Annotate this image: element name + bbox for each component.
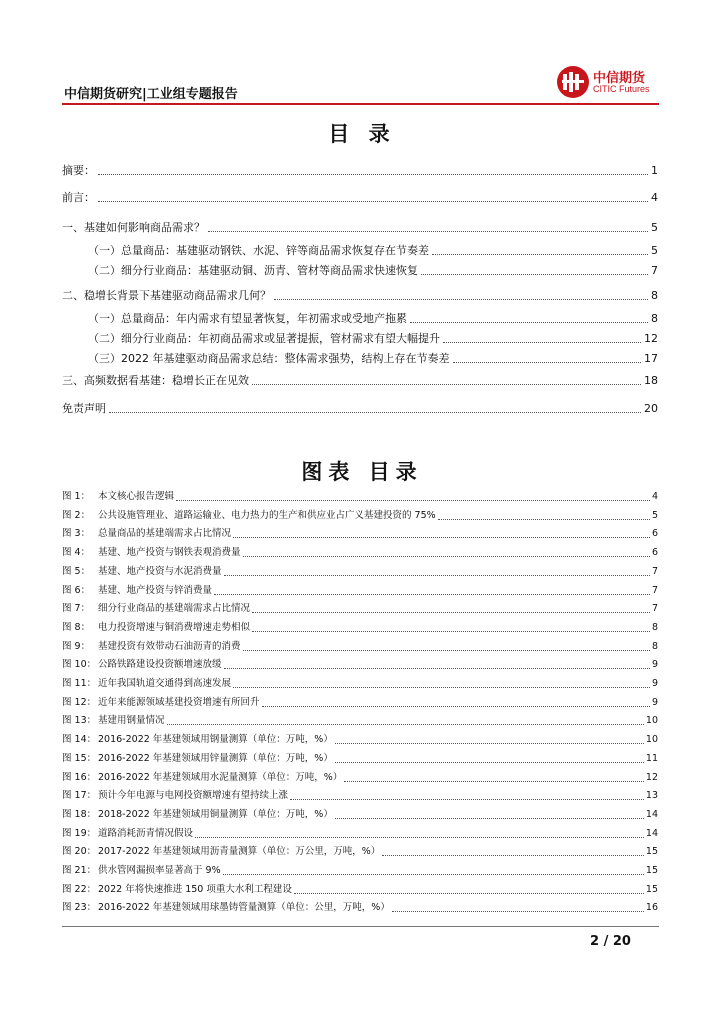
figure-page: 6 xyxy=(651,528,658,540)
figure-number: 图 23： xyxy=(62,902,97,914)
citic-logo-icon xyxy=(557,66,589,98)
toc-entry[interactable] xyxy=(62,372,658,388)
figure-entry[interactable] xyxy=(62,657,658,671)
figure-page: 15 xyxy=(645,865,658,876)
figure-entry[interactable] xyxy=(62,863,658,877)
toc-entry-label: 二、稳增长背景下基建驱动商品需求几何？ xyxy=(62,289,271,302)
figure-dot-leader xyxy=(335,818,644,819)
figure-number: 图 5： xyxy=(62,565,91,577)
figure-page: 11 xyxy=(645,752,658,764)
figure-number: 图 1： xyxy=(62,491,91,502)
figure-title: 供水管网漏损率显著高于 9% xyxy=(98,865,221,876)
figure-title: 公共设施管理业、道路运输业、电力热力的生产和供应业占广义基建投资的 75% xyxy=(98,509,436,521)
toc-entry-label: 免责声明 xyxy=(62,402,106,415)
figure-dot-leader xyxy=(243,556,650,557)
figure-entry[interactable] xyxy=(62,639,658,653)
toc-entry[interactable] xyxy=(88,350,658,366)
figure-dot-leader xyxy=(224,575,650,576)
figure-title: 基建用钢量情况 xyxy=(98,715,165,727)
figure-dot-leader xyxy=(335,762,644,763)
toc-dot-leader xyxy=(421,274,648,275)
toc-entry-label: 前言： xyxy=(62,191,95,204)
footer-divider xyxy=(62,926,659,927)
figure-dot-leader xyxy=(335,743,644,744)
figure-number: 图 3： xyxy=(62,528,91,540)
figure-dot-leader xyxy=(382,855,644,856)
figure-entry[interactable] xyxy=(62,564,658,578)
figure-dot-leader xyxy=(233,537,650,538)
figure-entry[interactable] xyxy=(62,695,658,709)
figure-title: 道路消耗沥青情况假设 xyxy=(98,827,194,839)
toc-entry-page: 18 xyxy=(644,374,658,387)
figure-dot-leader xyxy=(167,724,644,725)
logo-chinese-name: 中信期货 xyxy=(593,71,646,86)
toc-title: 目 录 xyxy=(328,122,396,146)
citic-futures-logo xyxy=(557,66,657,100)
figure-page: 9 xyxy=(651,678,658,689)
figure-number: 图 8： xyxy=(62,621,91,633)
figure-number: 图 18： xyxy=(62,808,97,820)
figure-page: 13 xyxy=(645,790,658,802)
toc-dot-leader xyxy=(274,299,648,300)
figure-number: 图 11： xyxy=(62,678,97,689)
toc-entry-page: 4 xyxy=(651,191,658,204)
figure-number: 图 9： xyxy=(62,640,91,652)
figure-number: 图 2： xyxy=(62,509,91,521)
toc-entry[interactable] xyxy=(62,287,658,303)
toc-entry-page: 5 xyxy=(651,221,658,234)
figure-title: 2016-2022 年基建领域用锌量测算（单位：万吨，%） xyxy=(98,752,333,764)
figure-title: 本文核心报告逻辑 xyxy=(98,491,175,502)
figure-number: 图 14： xyxy=(62,734,97,746)
figure-title: 2018-2022 年基建领域用铜量测算（单位：万吨，%） xyxy=(98,808,333,820)
figure-entry[interactable] xyxy=(62,826,658,840)
figure-title: 2022 年将快速推进 150 项重大水利工程建设 xyxy=(98,883,292,895)
toc-entry-label: 三、高频数据看基建：稳增长正在见效 xyxy=(62,374,249,387)
figure-title: 基建、地产投资与水泥消费量 xyxy=(98,565,222,577)
toc-dot-leader xyxy=(443,342,641,343)
toc-dot-leader xyxy=(98,201,648,202)
figure-entry[interactable] xyxy=(62,508,658,522)
figure-entry[interactable] xyxy=(62,713,658,727)
figure-dot-leader xyxy=(214,594,650,595)
toc-entry[interactable] xyxy=(62,162,658,178)
toc-entry-page: 20 xyxy=(644,402,658,415)
figure-dot-leader xyxy=(252,612,650,613)
figure-page: 5 xyxy=(651,509,658,521)
toc-entry[interactable] xyxy=(88,242,658,258)
figure-page: 16 xyxy=(645,902,658,914)
figure-dot-leader xyxy=(252,631,650,632)
figure-number: 图 13： xyxy=(62,715,97,727)
figure-dot-leader xyxy=(290,799,644,800)
figure-page: 15 xyxy=(645,846,658,858)
figure-page: 15 xyxy=(645,883,658,895)
figure-number: 图 20： xyxy=(62,846,97,858)
figure-title: 公路铁路建设投资额增速放缓 xyxy=(98,659,222,671)
figure-title: 基建、地产投资与锌消费量 xyxy=(98,584,213,596)
figure-dot-leader xyxy=(262,706,650,707)
figure-dot-leader xyxy=(223,874,644,875)
figure-title: 基建投资有效带动石油沥青的消费 xyxy=(98,640,241,652)
toc-dot-leader xyxy=(410,322,648,323)
figure-number: 图 17： xyxy=(62,790,97,802)
figure-title: 总量商品的基建端需求占比情况 xyxy=(98,528,232,540)
toc-entry[interactable] xyxy=(62,400,658,416)
figure-title: 2016-2022 年基建领域用钢量测算（单位：万吨，%） xyxy=(98,734,333,746)
figure-entry[interactable] xyxy=(62,807,658,821)
report-header-title: 中信期货研究|工业组专题报告 xyxy=(64,87,238,102)
toc-entry-label: （一）总量商品：年内需求有望显著恢复，年初需求或受地产拖累 xyxy=(88,312,407,325)
figure-entry[interactable] xyxy=(62,601,658,615)
figure-number: 图 22： xyxy=(62,883,97,895)
figure-title: 基建、地产投资与钢铁表观消费量 xyxy=(98,547,241,559)
figure-number: 图 21： xyxy=(62,865,97,876)
figure-number: 图 7： xyxy=(62,603,91,615)
figure-title: 近年我国轨道交通得到高速发展 xyxy=(98,678,232,689)
figure-page: 8 xyxy=(651,640,658,652)
figure-page: 9 xyxy=(651,659,658,671)
toc-entry-label: （三）2022 年基建驱动商品需求总结：整体需求强势，结构上存在节奏差 xyxy=(88,352,450,365)
figure-entry[interactable] xyxy=(62,844,658,858)
figure-entry[interactable] xyxy=(62,882,658,896)
toc-entry[interactable] xyxy=(62,189,658,205)
figure-number: 图 4： xyxy=(62,547,91,559)
figure-entry[interactable] xyxy=(62,526,658,540)
toc-entry-page: 7 xyxy=(651,264,658,277)
figure-entry[interactable] xyxy=(62,751,658,765)
figure-page: 12 xyxy=(645,771,658,783)
figure-dot-leader xyxy=(224,668,650,669)
toc-entry-page: 5 xyxy=(651,244,658,257)
page-number: 2 / 20 xyxy=(590,934,631,949)
figure-entry[interactable] xyxy=(62,620,658,634)
figure-title: 预计今年电源与电网投资额增速有望持续上涨 xyxy=(98,790,289,802)
figure-page: 9 xyxy=(651,696,658,708)
figure-title: 细分行业商品的基建端需求占比情况 xyxy=(98,603,251,615)
figure-dot-leader xyxy=(233,687,650,688)
figure-title: 2016-2022 年基建领域用水泥量测算（单位：万吨，%） xyxy=(98,771,343,783)
figure-entry[interactable] xyxy=(62,676,658,690)
figure-page: 10 xyxy=(645,715,658,727)
toc-dot-leader xyxy=(252,384,641,385)
figure-title: 2017-2022 年基建领域用沥青量测算（单位：万公里，万吨，%） xyxy=(98,846,381,858)
toc-dot-leader xyxy=(98,174,648,175)
toc-entry-label: （二）细分行业商品：基建驱动铜、沥青、管材等商品需求快速恢复 xyxy=(88,264,418,277)
figure-entry[interactable] xyxy=(62,489,658,503)
figure-number: 图 15： xyxy=(62,752,97,764)
toc-entry-page: 12 xyxy=(644,332,658,345)
figure-entry[interactable] xyxy=(62,900,658,914)
figure-page: 7 xyxy=(651,603,658,615)
figure-number: 图 6： xyxy=(62,584,91,596)
logo-english-name: CITIC Futures xyxy=(593,84,650,94)
figure-page: 10 xyxy=(645,734,658,746)
header-divider xyxy=(62,103,659,105)
figure-entry[interactable] xyxy=(62,545,658,559)
figure-page: 4 xyxy=(651,491,658,502)
toc-entry-label: 摘要： xyxy=(62,164,95,177)
figure-entry[interactable] xyxy=(62,732,658,746)
figure-dot-leader xyxy=(392,911,644,912)
figure-title: 近年来能源领域基建投资增速有所回升 xyxy=(98,696,260,708)
figure-dot-leader xyxy=(344,781,644,782)
toc-entry-page: 8 xyxy=(651,312,658,325)
toc-entry-page: 8 xyxy=(651,289,658,302)
figure-number: 图 12： xyxy=(62,696,97,708)
figure-dot-leader xyxy=(243,650,650,651)
toc-entry-label: 一、基建如何影响商品需求？ xyxy=(62,221,205,234)
toc-entry-label: （一）总量商品：基建驱动钢铁、水泥、锌等商品需求恢复存在节奏差 xyxy=(88,244,429,257)
figure-dot-leader xyxy=(176,500,650,501)
figure-number: 图 10： xyxy=(62,659,97,671)
toc-entry-page: 1 xyxy=(651,164,658,177)
toc-entry[interactable] xyxy=(88,330,658,346)
toc-entry[interactable] xyxy=(88,262,658,278)
toc-dot-leader xyxy=(109,412,641,413)
toc-dot-leader xyxy=(432,254,648,255)
toc-entry-page: 17 xyxy=(644,352,658,365)
toc-entry[interactable] xyxy=(88,310,658,326)
figure-page: 7 xyxy=(651,565,658,577)
figure-dot-leader xyxy=(438,519,650,520)
figure-number: 图 19： xyxy=(62,827,97,839)
figure-entry[interactable] xyxy=(62,770,658,784)
figure-title: 2016-2022 年基建领域用球墨铸管量测算（单位：公里，万吨，%） xyxy=(98,902,390,914)
figure-page: 7 xyxy=(651,584,658,596)
figure-entry[interactable] xyxy=(62,583,658,597)
figure-dot-leader xyxy=(294,893,644,894)
toc-entry-label: （二）细分行业商品：年初商品需求或显著提振，管材需求有望大幅提升 xyxy=(88,332,440,345)
figure-entry[interactable] xyxy=(62,788,658,802)
figure-page: 14 xyxy=(645,808,658,820)
figure-dot-leader xyxy=(195,837,644,838)
toc-dot-leader xyxy=(453,362,642,363)
figure-title: 电力投资增速与铜消费增速走势相似 xyxy=(98,621,251,633)
figure-page: 8 xyxy=(651,621,658,633)
figure-page: 6 xyxy=(651,547,658,559)
toc-entry[interactable] xyxy=(62,219,658,235)
figures-title: 图表 目录 xyxy=(301,460,423,484)
figure-number: 图 16： xyxy=(62,771,97,783)
toc-dot-leader xyxy=(208,231,648,232)
figure-page: 14 xyxy=(645,827,658,839)
